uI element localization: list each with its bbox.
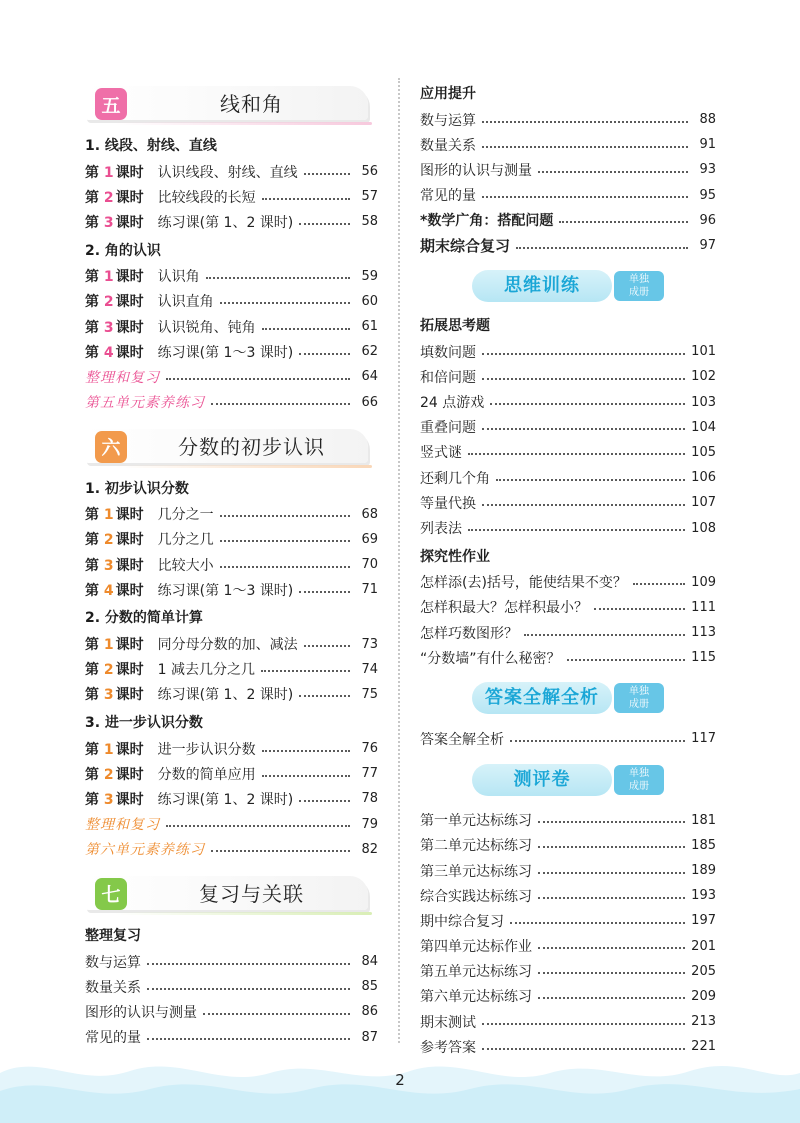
section-title: 1. 初步认识分数: [85, 480, 189, 497]
page-number-ref: 108: [691, 520, 716, 536]
page-number-ref: 58: [361, 214, 378, 230]
toc-row[interactable]: 第 2 课时 几分之几 69: [85, 531, 378, 549]
page-number-ref: 79: [361, 816, 378, 832]
page-number-ref: 64: [361, 369, 378, 385]
right-column: [420, 78, 716, 1059]
toc-row[interactable]: 怎样巧数图形？ 113: [420, 625, 716, 642]
page-number-ref: 76: [361, 741, 378, 757]
separate-volume-tag: 单独 成册: [614, 765, 664, 795]
toc-row[interactable]: 数与运算 88: [420, 112, 716, 129]
tests-label: 测评卷: [472, 764, 612, 796]
toc-row[interactable]: 第 3 课时 练习课(第 1、2 课时) 58: [85, 214, 378, 231]
toc-row[interactable]: 常见的量 87: [85, 1029, 378, 1047]
toc-row[interactable]: 第一单元达标练习 181: [420, 812, 716, 830]
toc-row[interactable]: 第 1 课时 几分之一 68: [85, 506, 378, 524]
page-number-ref: 104: [691, 419, 716, 435]
toc-row-final-review[interactable]: 期末综合复习 97: [420, 237, 716, 256]
page-number-ref: 61: [361, 319, 378, 335]
page-number-ref: 70: [361, 557, 378, 573]
toc-row-review[interactable]: 整理和复习 79: [85, 816, 378, 834]
page-number-ref: 111: [691, 599, 716, 615]
answers-label: 答案全解全析: [472, 682, 612, 714]
thinking-training-label: 思维训练: [472, 270, 612, 302]
section-title: 1. 线段、射线、直线: [85, 138, 217, 154]
separate-volume-tag: 单独 成册: [614, 683, 664, 713]
toc-row[interactable]: 第 3 课时 比较大小 70: [85, 557, 378, 574]
toc-row[interactable]: 图形的认识与测量 86: [85, 1004, 378, 1021]
tests-header: [420, 762, 716, 800]
toc-row[interactable]: 常见的量 95: [420, 187, 716, 205]
unit-6-header: [85, 429, 378, 469]
toc-row-practice[interactable]: 第五单元素养练习 66: [85, 394, 378, 412]
toc-row[interactable]: 综合实践达标练习 193: [420, 888, 716, 905]
page-number-ref: 96: [699, 212, 716, 228]
page-number-ref: 57: [361, 189, 378, 205]
toc-row[interactable]: 第六单元达标练习 209: [420, 988, 716, 1006]
toc-row[interactable]: 数量关系 85: [85, 979, 378, 996]
page-number-ref: 77: [361, 766, 378, 782]
unit-badge: 七: [95, 878, 127, 910]
toc-row[interactable]: 等量代换 107: [420, 495, 716, 512]
page-number-ref: 101: [691, 344, 716, 360]
page-number-ref: 209: [691, 988, 716, 1004]
page-number-ref: 117: [691, 731, 716, 747]
page-number-ref: 113: [691, 625, 716, 641]
page-number-ref: 74: [361, 661, 378, 677]
toc-row[interactable]: 期中综合复习 197: [420, 913, 716, 930]
page-number-ref: 56: [361, 164, 378, 180]
page-number-ref: 66: [361, 394, 378, 410]
page-number-ref: 86: [361, 1004, 378, 1020]
section-title: 探究性作业: [420, 548, 490, 565]
page-number-ref: 221: [691, 1039, 716, 1055]
page-number-ref: 185: [691, 837, 716, 853]
page-number-ref: 78: [361, 791, 378, 807]
page-number-ref: 197: [691, 913, 716, 929]
answers-header: [420, 680, 716, 718]
page-number-ref: 59: [361, 268, 378, 284]
page-number-ref: 115: [691, 650, 716, 666]
page-number-ref: 68: [361, 506, 378, 522]
page-number-ref: 88: [699, 112, 716, 128]
toc-row[interactable]: 第 1 课时 进一步认识分数 76: [85, 741, 378, 758]
toc-row[interactable]: 第 1 课时 同分母分数的加、减法 73: [85, 636, 378, 654]
separate-volume-tag: 单独 成册: [614, 271, 664, 301]
page-number-ref: 93: [699, 162, 716, 178]
toc-row[interactable]: 列表法 108: [420, 520, 716, 538]
toc-row[interactable]: 数与运算 84: [85, 954, 378, 971]
toc-row[interactable]: “分数墙”有什么秘密？ 115: [420, 650, 716, 667]
toc-row[interactable]: 怎样积最大？怎样积最小？ 111: [420, 599, 716, 617]
page-number-ref: 181: [691, 812, 716, 828]
toc-row[interactable]: 第 1 课时 认识角 59: [85, 268, 378, 286]
page-number-ref: 69: [361, 531, 378, 547]
page-number-ref: 82: [361, 841, 378, 857]
unit-badge: 五: [95, 88, 127, 120]
page-number-ref: 103: [691, 394, 716, 410]
page-number-ref: 73: [361, 636, 378, 652]
toc-row[interactable]: 第 3 课时 练习课(第 1、2 课时) 78: [85, 791, 378, 808]
page-number-ref: 107: [691, 495, 716, 511]
page-number-ref: 109: [691, 574, 716, 590]
toc-row[interactable]: 第 2 课时 1 减去几分之几 74: [85, 661, 378, 679]
toc-row[interactable]: 第四单元达标作业 201: [420, 938, 716, 956]
toc-row-practice[interactable]: 第六单元素养练习 82: [85, 841, 378, 859]
page-number-ref: 106: [691, 470, 716, 486]
toc-row[interactable]: 期末测试 213: [420, 1014, 716, 1031]
page-number-ref: 60: [361, 293, 378, 309]
page-number-ref: 105: [691, 444, 716, 460]
toc-row[interactable]: 第二单元达标练习 185: [420, 837, 716, 855]
page-number-ref: 75: [361, 686, 378, 702]
left-column: [85, 78, 378, 1050]
toc-row[interactable]: 第五单元达标练习 205: [420, 963, 716, 981]
unit-7-header: [85, 876, 378, 916]
page-number-ref: 102: [691, 369, 716, 385]
toc-row[interactable]: 第 2 课时 认识直角 60: [85, 293, 378, 311]
unit-title: 分数的初步认识: [178, 434, 325, 459]
section-title: 2. 分数的简单计算: [85, 610, 203, 627]
page-number-ref: 201: [691, 938, 716, 954]
toc-row[interactable]: 怎样添(去)括号，能使结果不变？ 109: [420, 574, 716, 592]
toc-row[interactable]: 数量关系 91: [420, 137, 716, 154]
toc-row[interactable]: 重叠问题 104: [420, 419, 716, 437]
toc-row[interactable]: 竖式谜 105: [420, 444, 716, 462]
toc-row[interactable]: 填数问题 101: [420, 344, 716, 361]
toc-row[interactable]: 第 4 课时 练习课(第 1～3 课时) 62: [85, 344, 378, 361]
section-title: 2. 角的认识: [85, 242, 161, 259]
toc-row[interactable]: 答案全解全析 117: [420, 731, 716, 748]
page-number-ref: 62: [361, 344, 378, 360]
toc-row[interactable]: 第 1 课时 认识线段、射线、直线 56: [85, 164, 378, 181]
section-title: 拓展思考题: [420, 318, 490, 335]
toc-row[interactable]: 第 4 课时 练习课(第 1～3 课时) 71: [85, 582, 378, 599]
toc-row[interactable]: 图形的认识与测量 93: [420, 162, 716, 179]
toc-row[interactable]: *数学广角：搭配问题 96: [420, 212, 716, 230]
unit-badge: 六: [95, 431, 127, 463]
toc-row[interactable]: 还剩几个角 106: [420, 470, 716, 487]
page-footer-number: 2: [395, 1071, 405, 1089]
toc-row[interactable]: 参考答案 221: [420, 1039, 716, 1056]
toc-row[interactable]: 第 2 课时 比较线段的长短 57: [85, 189, 378, 206]
page-number-ref: 189: [691, 863, 716, 879]
page-number-ref: 95: [699, 187, 716, 203]
toc-row[interactable]: 第 3 课时 认识锐角、钝角 61: [85, 319, 378, 336]
page-number-ref: 84: [361, 954, 378, 970]
unit-title: 线和角: [220, 92, 283, 116]
unit-title: 复习与关联: [199, 881, 304, 906]
column-divider: [398, 78, 400, 1043]
toc-row[interactable]: 第 2 课时 分数的简单应用 77: [85, 766, 378, 783]
page-number-ref: 87: [361, 1029, 378, 1045]
page-number-ref: 85: [361, 979, 378, 995]
toc-row[interactable]: 第三单元达标练习 189: [420, 863, 716, 880]
toc-row[interactable]: 和倍问题 102: [420, 369, 716, 386]
section-title: 应用提升: [420, 86, 476, 102]
page-number-ref: 193: [691, 888, 716, 904]
toc-row[interactable]: 24 点游戏 103: [420, 394, 716, 412]
page-number-ref: 205: [691, 963, 716, 979]
page-number-ref: 91: [699, 137, 716, 153]
thinking-training-header: [420, 268, 716, 306]
unit-5-header: [85, 86, 378, 126]
section-title: 整理复习: [85, 927, 141, 944]
toc-row-review[interactable]: 整理和复习 64: [85, 369, 378, 386]
page-number-ref: 71: [361, 582, 378, 598]
page-number-ref: 213: [691, 1014, 716, 1030]
section-title: 3. 进一步认识分数: [85, 715, 203, 731]
toc-row[interactable]: 第 3 课时 练习课(第 1、2 课时) 75: [85, 686, 378, 704]
page-number-ref: 97: [699, 238, 716, 254]
